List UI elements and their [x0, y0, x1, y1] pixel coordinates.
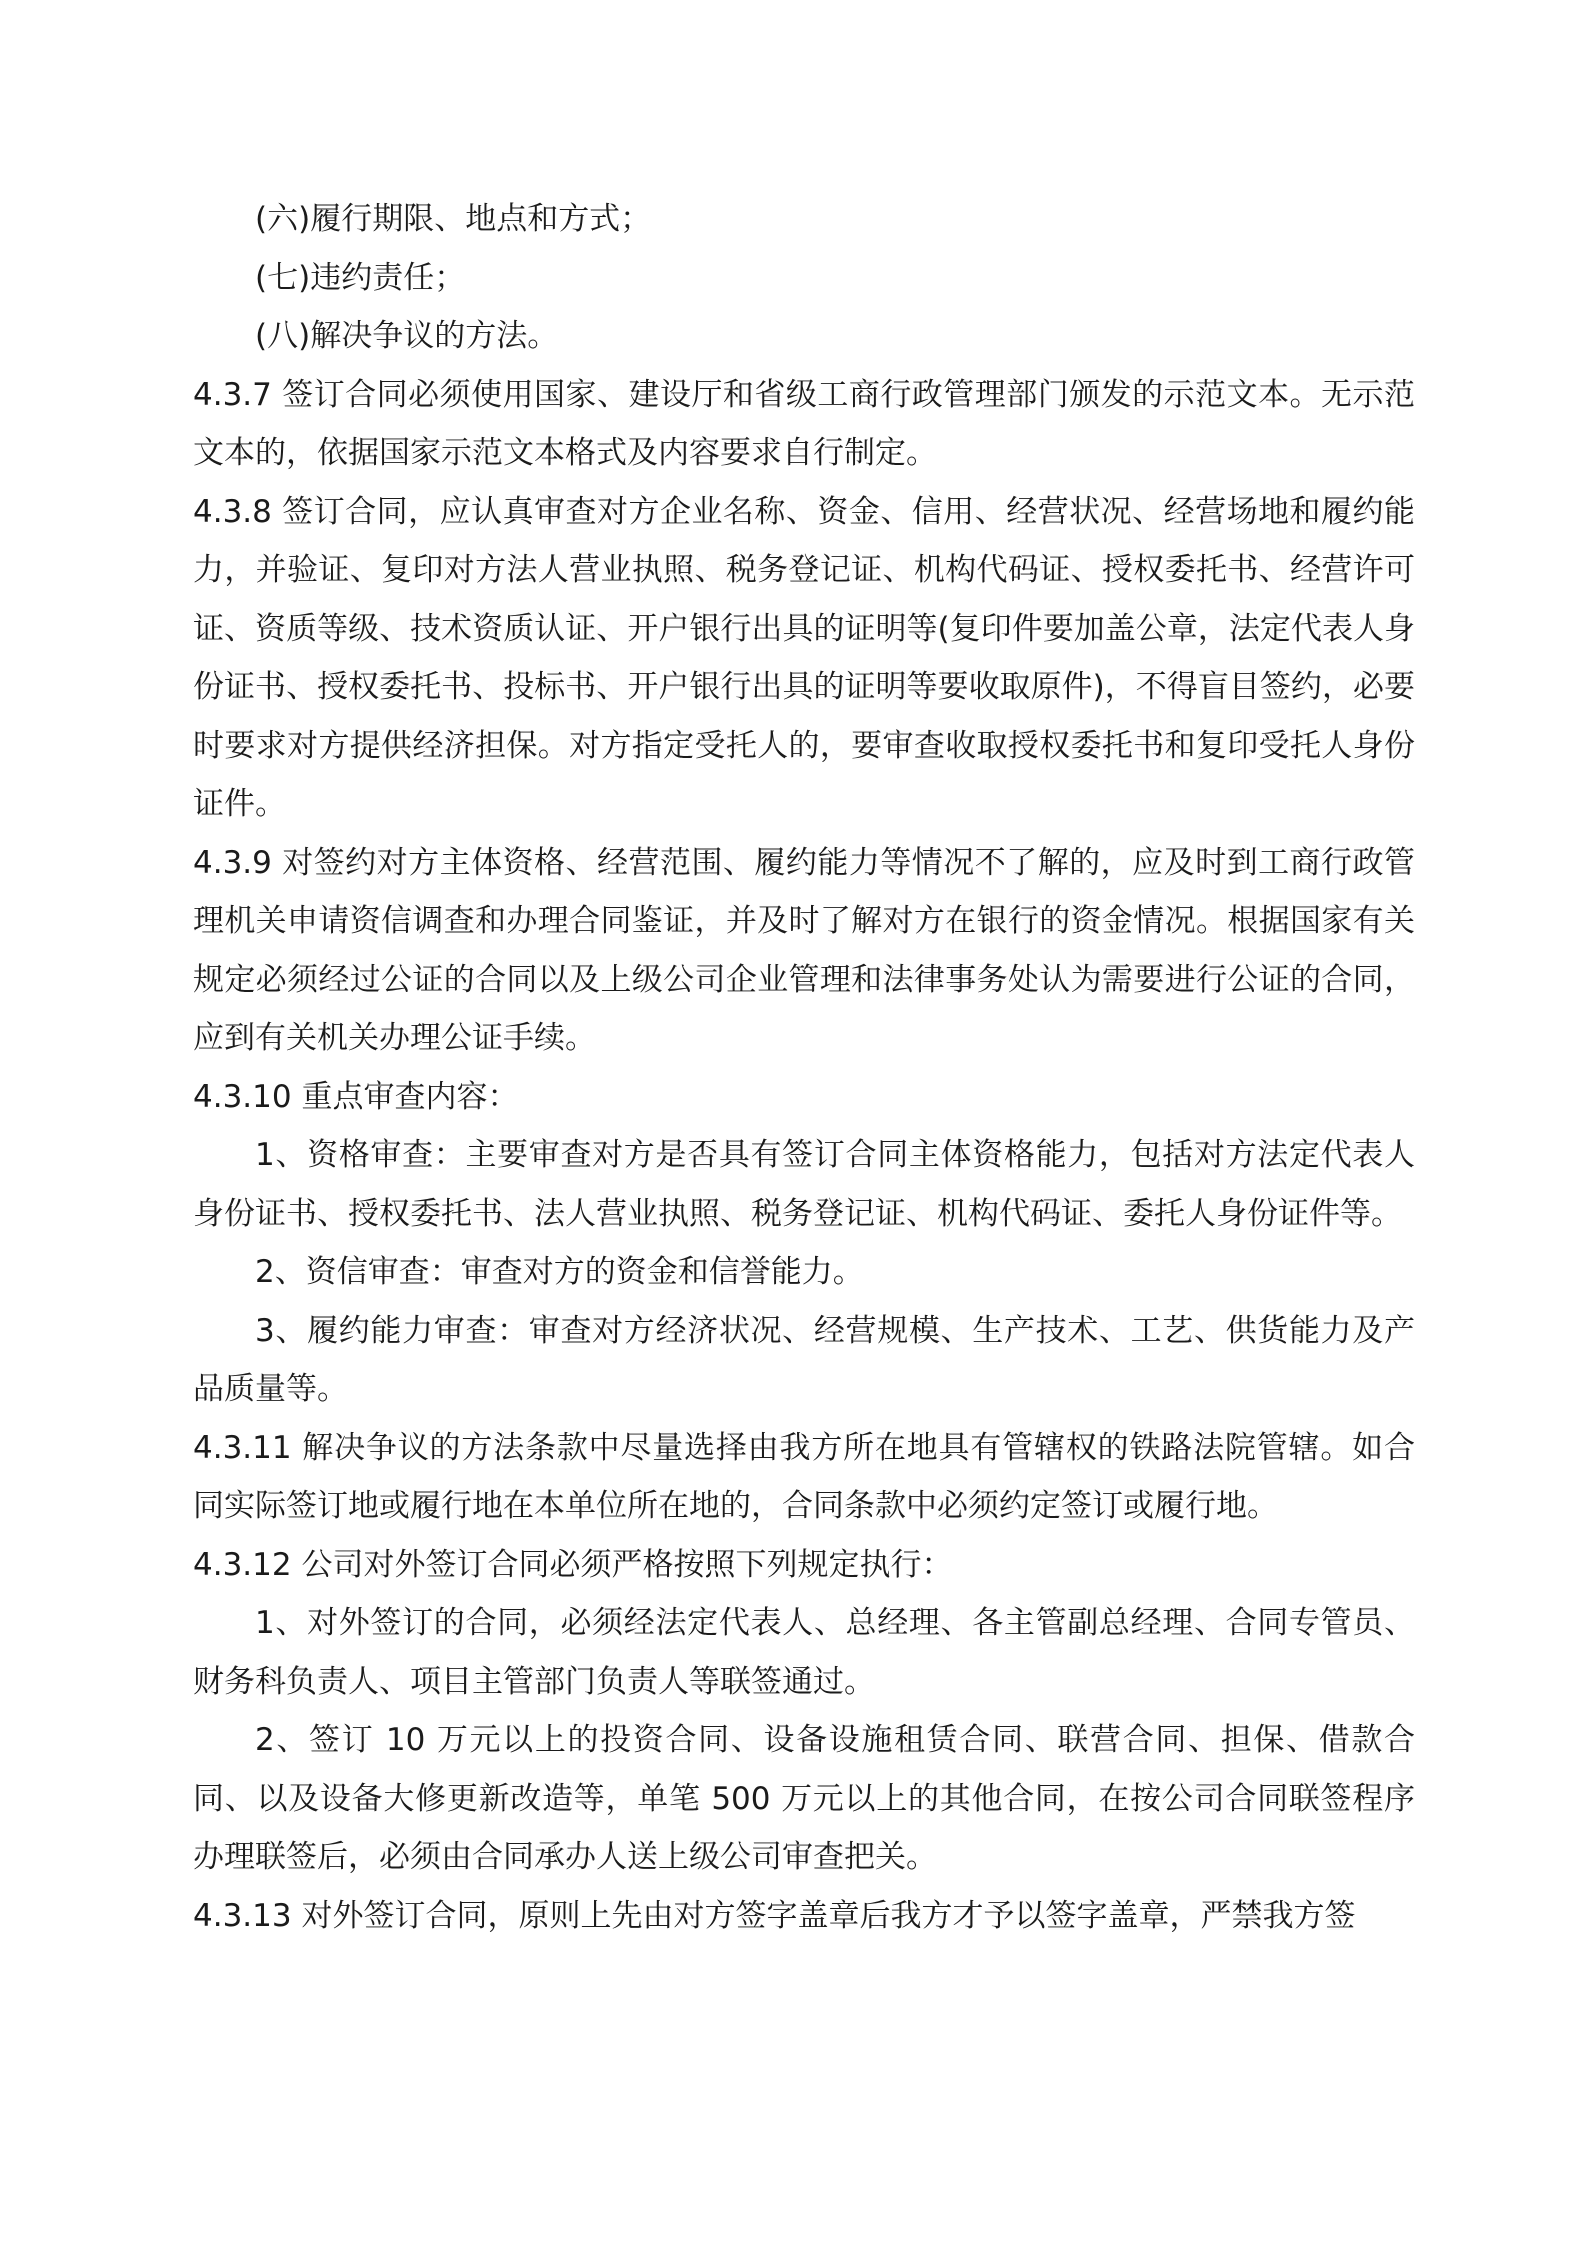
- document-body: [193, 190, 1415, 1945]
- review-item-performance-capacity: 3、履约能力审查：审查对方经济状况、经营规模、生产技术、工艺、供货能力及产品质量等。: [193, 1312, 1415, 1407]
- signing-rule-2: 2、签订 10 万元以上的投资合同、设备设施租赁合同、联营合同、担保、借款合同、以及设备大修更新改造等，单笔 500 万元以上的其他合同，在按公司合同联签程序办理联签后，必须由合同承办人送上级公司审查把关。: [193, 1722, 1415, 1875]
- section-4-3-9: 4.3.9 对签约对方主体资格、经营范围、履约能力等情况不了解的，应及时到工商行政管理机关申请资信调查和办理合同鉴证，并及时了解对方在银行的资金情况。根据国家有关规定必须经过公证的合同以及上级公司企业管理和法律事务处认为需要进行公证的合同，应到有关机关办理公证手续。: [193, 844, 1415, 1056]
- clause-7-liability: (七)违约责任；: [255, 259, 466, 296]
- section-4-3-8: 4.3.8 签订合同，应认真审查对方企业名称、资金、信用、经营状况、经营场地和履约能力，并验证、复印对方法人营业执照、税务登记证、机构代码证、授权委托书、经营许可证、资质等级、技术资质认证、开户银行出具的证明等(复印件要加盖公章，法定代表人身份证书、授权委托书、投标书、开户银行出具的证明等要收取原件)，不得盲目签约，必要时要求对方提供经济担保。对方指定受托人的，要审查收取授权委托书和复印受托人身份证件。: [193, 493, 1415, 822]
- signing-rule-1: 1、对外签订的合同，必须经法定代表人、总经理、各主管副总经理、合同专管员、财务科负责人、项目主管部门负责人等联签通过。: [193, 1605, 1415, 1700]
- section-4-3-13: 4.3.13 对外签订合同，原则上先由对方签字盖章后我方才予以签字盖章，严禁我方签: [193, 1897, 1356, 1934]
- review-item-qualification: 1、资格审查：主要审查对方是否具有签订合同主体资格能力，包括对方法定代表人身份证书、授权委托书、法人营业执照、税务登记证、机构代码证、委托人身份证件等。: [193, 1137, 1415, 1232]
- review-item-credit: 2、资信审查：审查对方的资金和信誉能力。: [255, 1254, 864, 1290]
- section-4-3-12-heading: 4.3.12 公司对外签订合同必须严格按照下列规定执行：: [193, 1546, 953, 1583]
- clause-8-dispute: (八)解决争议的方法。: [255, 318, 559, 354]
- section-4-3-11: 4.3.11 解决争议的方法条款中尽量选择由我方所在地具有管辖权的铁路法院管辖。如合同实际签订地或履行地在本单位所在地的，合同条款中必须约定签订或履行地。: [193, 1429, 1415, 1524]
- section-4-3-7: 4.3.7 签订合同必须使用国家、建设厅和省级工商行政管理部门颁发的示范文本。无示范文本的，依据国家示范文本格式及内容要求自行制定。: [193, 376, 1415, 471]
- section-4-3-10-heading: 4.3.10 重点审查内容：: [193, 1078, 519, 1115]
- clause-6-performance: (六)履行期限、地点和方式；: [255, 201, 652, 237]
